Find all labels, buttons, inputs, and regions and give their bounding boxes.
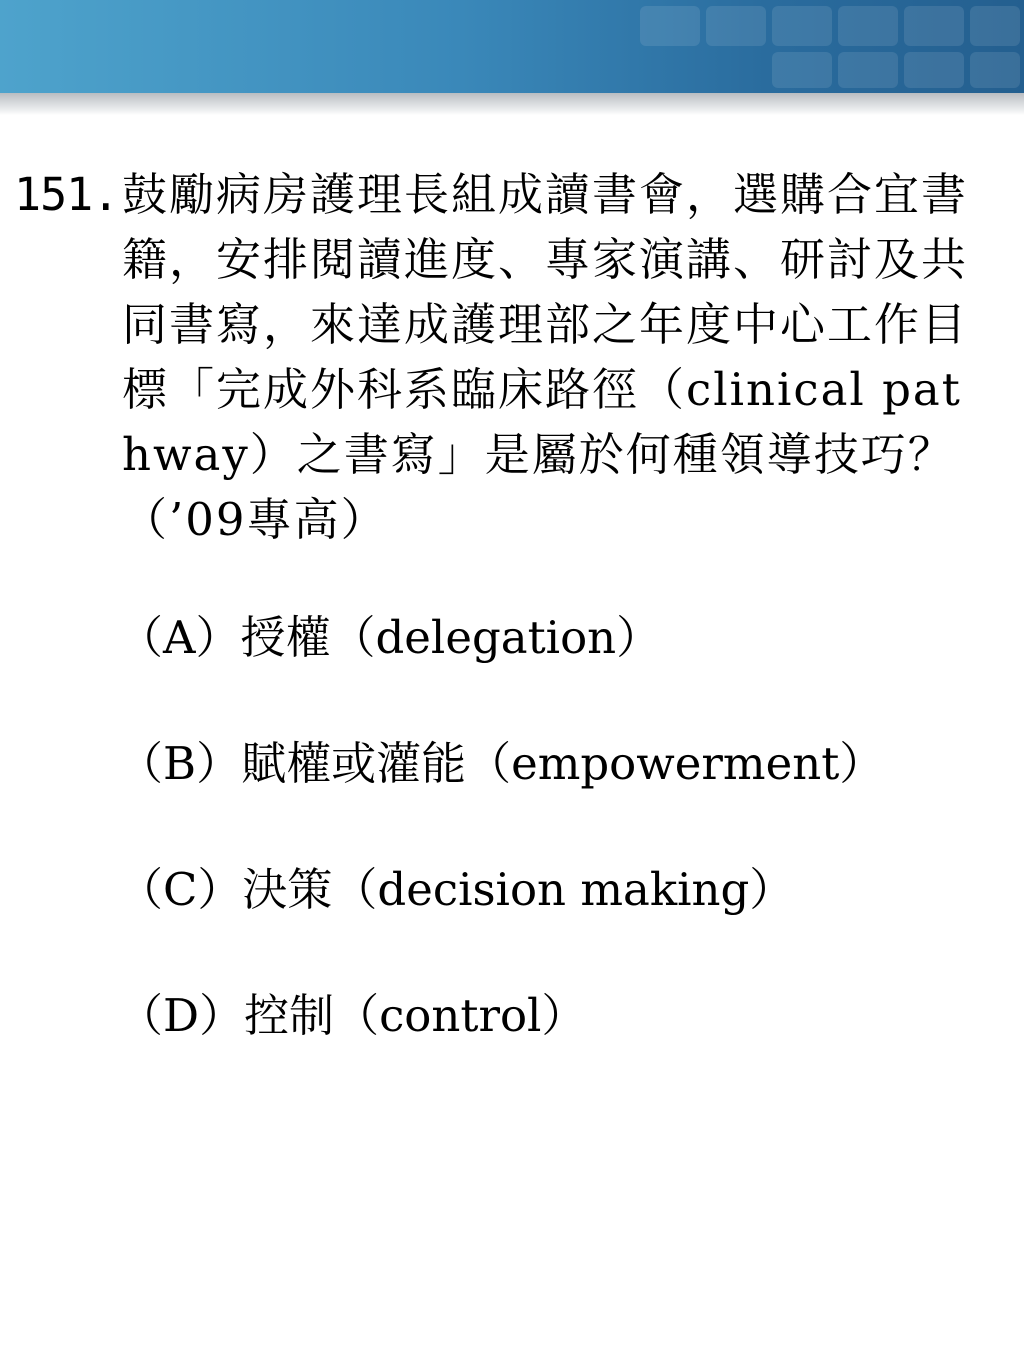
header-decoration [640, 6, 700, 46]
header-decoration [838, 6, 898, 46]
header-decoration [838, 52, 898, 88]
option-c: （C）決策（decision making） [118, 863, 795, 916]
header-decoration [970, 6, 1020, 46]
header-decoration [970, 52, 1020, 88]
header-decoration [706, 6, 766, 46]
header-shadow [0, 93, 1024, 115]
header-decoration [772, 6, 832, 46]
option-d: （D）控制（control） [118, 989, 587, 1042]
header-decoration [904, 6, 964, 46]
option-a: （A）授權（delegation） [118, 611, 662, 664]
question-number: 151. [14, 168, 119, 221]
header-decoration [772, 52, 832, 88]
header-band [0, 0, 1024, 93]
answer-options [118, 605, 998, 1109]
question-text: 鼓勵病房護理長組成讀書會，選購合宜書籍，安排閱讀進度、專家演講、研討及共同書寫，來達成護理部之年度中心工作目標「完成外科系臨床路徑（clinical pathway）之書寫」是屬於何種領導技巧？（’09專高） [122, 168, 969, 546]
header-decoration [904, 52, 964, 88]
option-b: （B）賦權或灌能（empowerment） [118, 737, 885, 790]
